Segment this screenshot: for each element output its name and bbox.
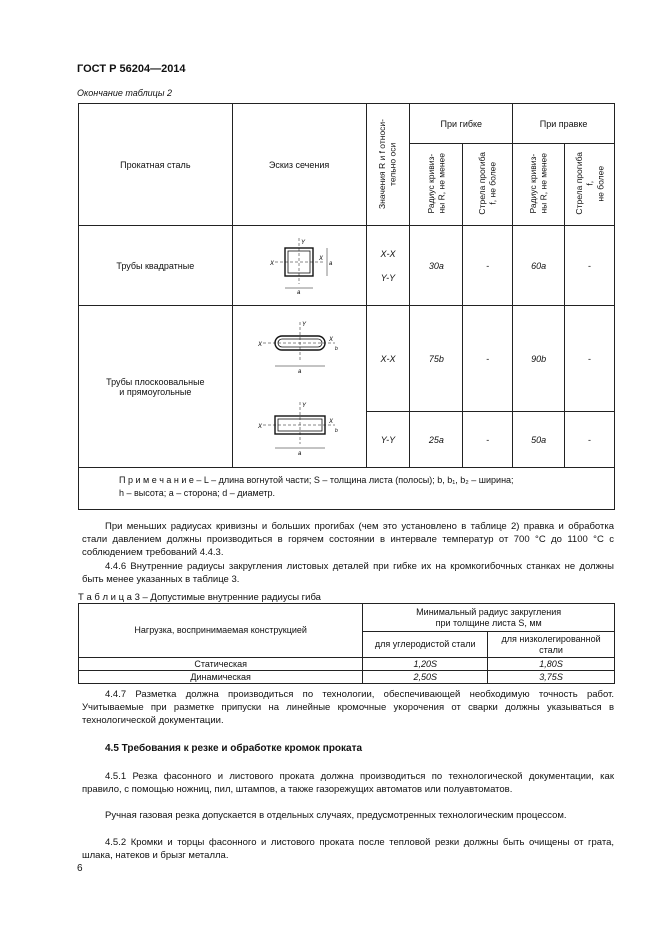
sketch-label-x: X bbox=[258, 341, 263, 348]
row-square-axes: X-X Y-Y bbox=[366, 226, 410, 306]
row-square-bend-radius: 30a bbox=[410, 226, 463, 306]
header-rf-axis: Значения R и f относи- тельно оси bbox=[366, 104, 410, 226]
table-3 bbox=[78, 603, 615, 684]
row-square-straight-radius: 60a bbox=[513, 226, 565, 306]
table-2 bbox=[78, 103, 615, 510]
table-2-note: П р и м е ч а н и е – L – длина вогнутой части; S – толщина листа (полосы); b, b₁, b₂ – ширина; h – высота; a – сторона; d – диаметр. bbox=[79, 468, 615, 510]
header-bend-sag: Стрела прогиба f, не более bbox=[463, 144, 513, 226]
sketch-label-a: a bbox=[297, 289, 301, 296]
flat-oval-rect-tube-sketches bbox=[232, 306, 366, 468]
standard-header: ГОСТ Р 56204—2014 bbox=[77, 63, 186, 75]
table-3-caption: Т а б л и ц а 3 – Допустимые внутренние радиусы гиба bbox=[78, 592, 321, 603]
row-flat-xx-bend-radius: 75b bbox=[410, 306, 463, 412]
table3-header-lowalloy: для низколегированной стали bbox=[488, 632, 615, 658]
row-square-bend-sag: - bbox=[463, 226, 513, 306]
paragraph-manual-gas-cutting: Ручная газовая резка допускается в отдельных случаях, предусмотренных технологическим процессом. bbox=[105, 810, 567, 821]
row-flat-yy-straight-radius: 50a bbox=[513, 412, 565, 468]
table-cell: 1,20S bbox=[363, 658, 488, 671]
sketch-label-y: Y bbox=[302, 402, 307, 409]
row-flat-xx-straight-sag: - bbox=[565, 306, 615, 412]
table-row: Статическая bbox=[79, 658, 363, 671]
paragraph-4-5-1: 4.5.1 Резка фасонного и листового проката должна производиться по технологической документации, как правило, с помощью ножниц, пил, штампов, а также газорежущих автоматов или полуавтоматов. bbox=[82, 771, 614, 795]
table-cell: 3,75S bbox=[488, 671, 615, 684]
sketch-label-a: a bbox=[329, 260, 333, 267]
table-cell: 2,50S bbox=[363, 671, 488, 684]
row-flat-xx-axis: X-X bbox=[366, 306, 410, 412]
page-number: 6 bbox=[77, 863, 83, 874]
table-row: Динамическая bbox=[79, 671, 363, 684]
header-bend-radius: Радиус кривиз- ны R, не менее bbox=[410, 144, 463, 226]
header-straight-sag: Стрела прогиба f, не более bbox=[565, 144, 615, 226]
paragraph-4-5-2: 4.5.2 Кромки и торцы фасонного и листового проката после тепловой резки должны быть очищены от грата, шлака, натеков и брызг металла. bbox=[82, 837, 614, 861]
header-straightening: При правке bbox=[513, 104, 615, 144]
sketch-label-x: X bbox=[258, 423, 263, 430]
row-flat-xx-bend-sag: - bbox=[463, 306, 513, 412]
sketch-label-a: a bbox=[298, 368, 302, 375]
sketch-label-y: Y bbox=[302, 321, 307, 328]
table3-header-carbon: для углеродистой стали bbox=[363, 632, 488, 658]
sketch-label-x: X bbox=[270, 260, 275, 267]
paragraph-hot-straightening: При меньших радиусах кривизны и больших прогибах (чем это установлено в таблице 2) правка и обработка стали давлением должны производиться в горячем состоянии в интервале температур от 700 °С до 1100 °С с соблюдением требований 4.4.3. bbox=[82, 521, 614, 558]
row-square-straight-sag: - bbox=[565, 226, 615, 306]
row-flat-yy-straight-sag: - bbox=[565, 412, 615, 468]
sketch-label-x: X bbox=[329, 336, 334, 343]
sketch-label-y: Y bbox=[301, 239, 306, 246]
row-flat-yy-bend-sag: - bbox=[463, 412, 513, 468]
row-flat-yy-axis: Y-Y bbox=[366, 412, 410, 468]
sketch-label-a: a bbox=[298, 450, 302, 457]
row-flat-oval-name: Трубы плоскоовальные и прямоугольные bbox=[79, 306, 233, 468]
square-tube-sketch bbox=[232, 226, 366, 306]
sketch-label-x: X bbox=[329, 418, 334, 425]
table3-header-radius: Минимальный радиус закругления при толщине листа S, мм bbox=[363, 604, 615, 632]
section-heading-4-5: 4.5 Требования к резке и обработке кромок проката bbox=[105, 743, 363, 754]
row-flat-yy-bend-radius: 25a bbox=[410, 412, 463, 468]
table-continuation-caption: Окончание таблицы 2 bbox=[77, 88, 172, 98]
sketch-label-b: b bbox=[335, 427, 338, 434]
header-straight-radius: Радиус кривиз- ны R, не менее bbox=[513, 144, 565, 226]
header-sketch: Эскиз сечения bbox=[232, 104, 366, 226]
sketch-label-x: X bbox=[319, 255, 324, 262]
table-cell: 1,80S bbox=[488, 658, 615, 671]
header-steel: Прокатная сталь bbox=[79, 104, 233, 226]
paragraph-4-4-7: 4.4.7 Разметка должна производиться по технологии, обеспечивающей необходимую точность работ. Учитываемые при разметке припуски на линейные кромочные укорочения от сварки должны указываться в технологической документации. bbox=[82, 689, 614, 726]
row-square-tubes-name: Трубы квадратные bbox=[79, 226, 233, 306]
header-bending: При гибке bbox=[410, 104, 513, 144]
table3-header-load: Нагрузка, воспринимаемая конструкцией bbox=[79, 604, 363, 658]
sketch-label-b: b bbox=[335, 345, 338, 352]
paragraph-4-4-6: 4.4.6 Внутренние радиусы закругления листовых деталей при гибке их на кромкогибочных станках не должны быть менее указанных в таблице 3. bbox=[82, 561, 614, 585]
row-flat-xx-straight-radius: 90b bbox=[513, 306, 565, 412]
